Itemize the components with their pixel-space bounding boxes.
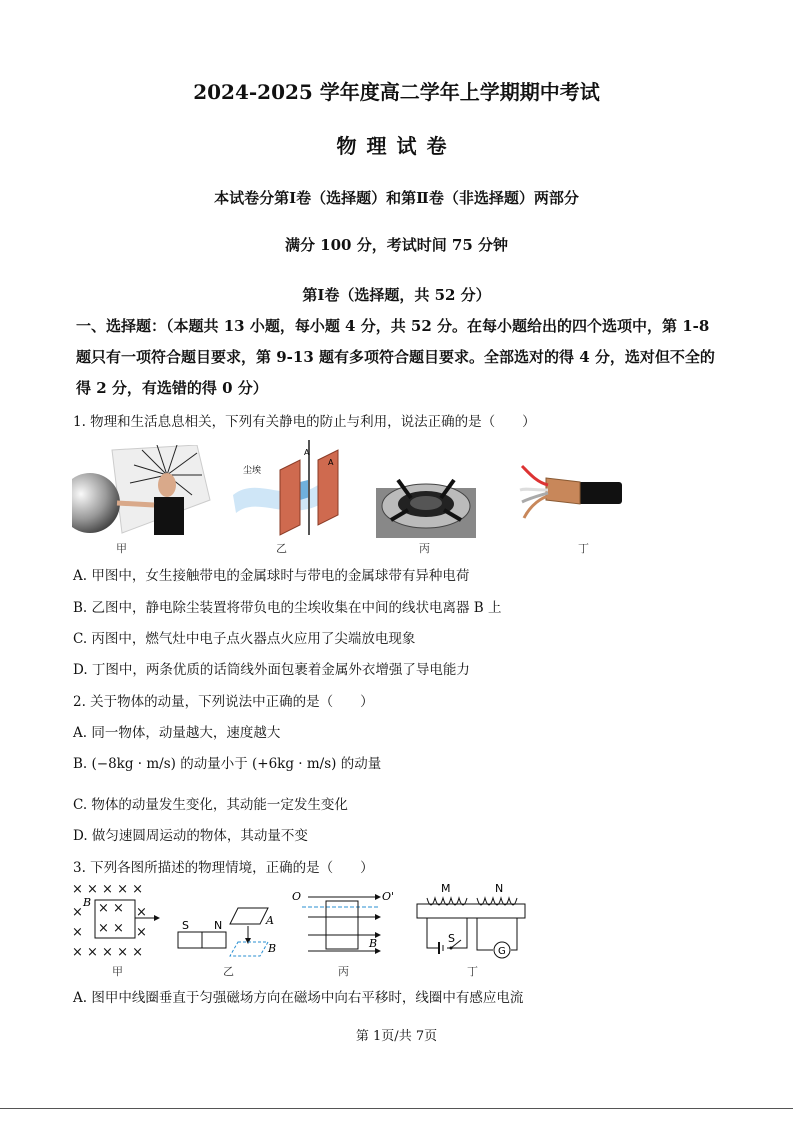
- paper-structure: 本试卷分第Ⅰ卷（选择题）和第Ⅱ卷（非选择题）两部分: [214, 189, 579, 207]
- svg-text:× × × × ×: × × × × ×: [72, 882, 143, 897]
- question-2-stem: 2. 关于物体的动量，下列说法中正确的是（ ）: [73, 694, 374, 710]
- question-1-stem: 1. 物理和生活息息相关，下列有关静电的防止与利用，说法正确的是（ ）: [73, 414, 536, 430]
- label-n-ding: N: [495, 882, 504, 895]
- q2-option-a: A. 同一物体，动量越大，速度越大: [73, 725, 281, 741]
- q1-option-d: D. 丁图中，两条优质的话筒线外面包裹着金属外衣增强了导电能力: [73, 662, 470, 678]
- electrode-label-2: A: [328, 458, 334, 467]
- label-o: O: [292, 890, 302, 903]
- figure-1-ding: [518, 460, 624, 528]
- svg-text:× ×: × ×: [98, 921, 124, 936]
- caption3-jia: 甲: [112, 965, 123, 978]
- figure-1-jia: [72, 445, 212, 537]
- galvanometer-label: G: [498, 946, 506, 957]
- svg-text:× × × × ×: × × × × ×: [72, 945, 143, 960]
- svg-text:×: ×: [72, 925, 83, 940]
- svg-text:×: ×: [136, 905, 147, 920]
- label-n: N: [214, 919, 223, 932]
- figure-1-yi: [228, 435, 358, 540]
- label-a: A: [266, 914, 274, 927]
- figure-1-bing: [376, 458, 476, 538]
- label-b-jia: B: [83, 896, 92, 909]
- svg-text:×: ×: [136, 925, 147, 940]
- electrode-label: A: [304, 448, 310, 457]
- q1-option-b: B. 乙图中，静电除尘装置将带负电的尘埃收集在中间的线状电离器 B 上: [73, 600, 502, 616]
- caption-jia: 甲: [116, 542, 127, 555]
- caption-ding: 丁: [578, 542, 589, 555]
- figure-3-yi: [176, 900, 281, 962]
- figure-3-jia: [72, 880, 162, 962]
- label-s-ding: S: [448, 932, 455, 945]
- q3-option-a: A. 图甲中线圈垂直于匀强磁场方向在磁场中向右平移时，线圈中有感应电流: [73, 990, 524, 1006]
- caption3-ding: 丁: [467, 965, 478, 978]
- subject-title: 物理试卷: [336, 134, 457, 158]
- label-m: M: [441, 882, 451, 895]
- dust-label: 尘埃: [243, 466, 262, 476]
- figure-3-bing: [290, 885, 405, 961]
- q2-option-c: C. 物体的动量发生变化，其动能一定发生变化: [73, 797, 348, 813]
- svg-text:×: ×: [72, 905, 83, 920]
- label-b-yi: B: [268, 942, 277, 955]
- bottom-rule: [0, 1108, 793, 1109]
- caption3-yi: 乙: [223, 965, 234, 978]
- metal-ball: [72, 473, 120, 533]
- label-s: S: [182, 919, 189, 932]
- caption3-bing: 丙: [338, 965, 349, 978]
- label-b-bing: B: [369, 937, 378, 950]
- q1-option-a: A. 甲图中，女生接触带电的金属球时与带电的金属球带有异种电荷: [73, 568, 470, 584]
- section-instructions: 一、选择题：（本题共 13 小题，每小题 4 分，共 52 分。在每小题给出的四个选项中，第 1-8 题只有一项符合题目要求，第 9-13 题有多项符合题目要求。全部选对的得 4 分，选对但不全的得 2 分，有选错的得 0 分）: [76, 317, 715, 397]
- q2-option-b: B. (−8kg · m/s) 的动量小于 (+6kg · m/s) 的动量: [73, 756, 382, 772]
- q1-option-c: C. 丙图中，燃气灶中电子点火器点火应用了尖端放电现象: [73, 631, 416, 647]
- caption-yi: 乙: [276, 542, 287, 555]
- figure-3-ding: [415, 880, 530, 964]
- label-o-prime: O': [382, 890, 395, 903]
- question-3-stem: 3. 下列各图所描述的物理情境，正确的是（ ）: [73, 860, 374, 876]
- page-number: 第 1页/共 7页: [355, 1029, 438, 1044]
- svg-text:× ×: × ×: [98, 901, 124, 916]
- caption-bing: 丙: [419, 542, 430, 555]
- part-one-heading: 第Ⅰ卷（选择题，共 52 分）: [302, 286, 491, 304]
- score-time: 满分 100 分，考试时间 75 分钟: [284, 236, 509, 254]
- exam-title: 2024-2025 学年度高二学年上学期期中考试: [193, 80, 600, 104]
- q2-option-d: D. 做匀速圆周运动的物体，其动量不变: [73, 828, 308, 844]
